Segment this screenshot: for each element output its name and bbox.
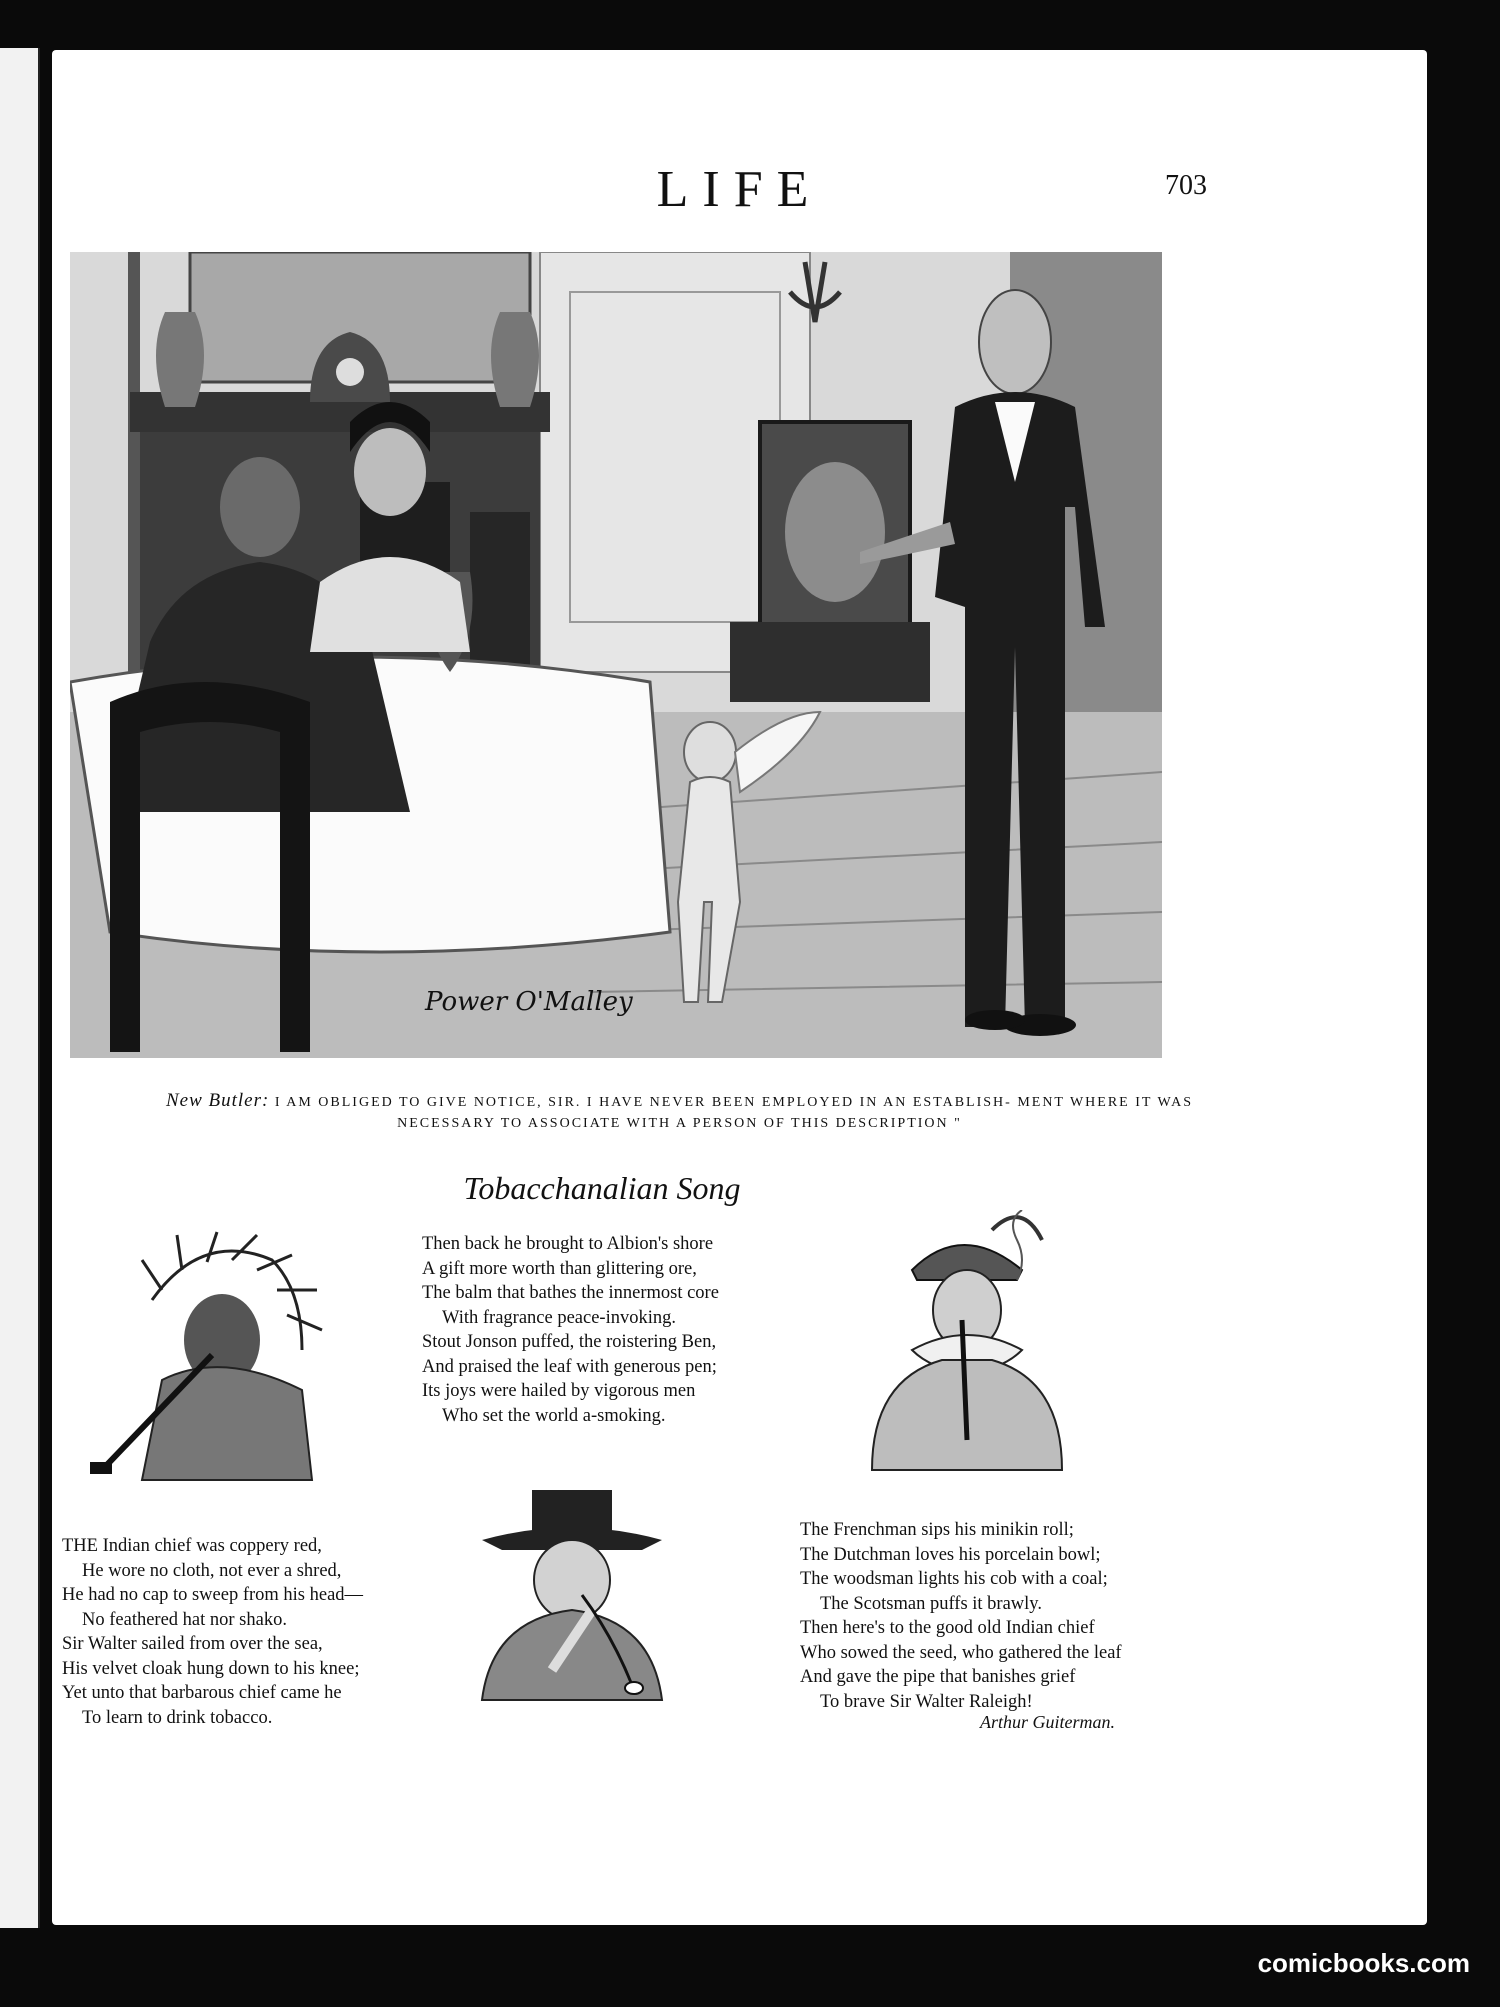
poem-line: With fragrance peace-invoking. [442,1307,676,1328]
poem-line: Yet unto that barbarous chief came he [62,1683,342,1703]
poem-line: The Dutchman loves his porcelain bowl; [800,1544,1101,1565]
poem-title: Tobacchanalian Song [463,1170,741,1206]
poem-line: The woodsman lights his cob with a coal; [800,1569,1108,1589]
masthead: LIFE [656,161,823,218]
cartoon-illustration [70,252,1162,1058]
poem-line: The balm that bathes the innermost core [422,1283,719,1303]
poem-line: Then back he brought to Albion's shore [422,1234,714,1254]
poem-line: Sir Walter sailed from over the sea, [62,1634,323,1654]
dutchman-sketch [472,1470,672,1715]
caption-speaker: New Butler: [165,1090,270,1111]
watermark: comicbooks.com [1257,1948,1470,1978]
poem-line: He had no cap to sweep from his head— [62,1585,364,1605]
poem-author: Arthur Guiterman. [980,1712,1115,1732]
artist-signature: Power O'Malley [425,987,633,1017]
cartoon-caption [162,1090,1197,1134]
poem-line: The Scotsman puffs it brawly. [820,1593,1042,1614]
walter-raleigh-sketch [842,1210,1092,1485]
poem-line: And gave the pipe that banishes grief [800,1667,1076,1687]
poem-line: Its joys were hailed by vigorous men [422,1381,696,1401]
poem-line: Stout Jonson puffed, the roistering Ben, [422,1332,717,1352]
poem-line: Who sowed the seed, who gathered the leaf [800,1642,1122,1663]
poem-line: Then here's to the good old Indian chief [800,1618,1095,1638]
poem-stanza-left [62,1534,363,1730]
poem-line: And praised the leaf with generous pen; [422,1356,717,1377]
caption-text: I AM OBLIGED TO GIVE NOTICE, SIR. I HAVE NEVER BEEN EMPLOYED IN AN ESTABLISH- MENT WHERE IT WAS NECESSARY TO ASSOCIATE WITH A PERSON OF THIS DESCRIPTION " [274,1095,1194,1131]
poem-line: Who set the world a-smoking. [442,1405,666,1426]
poem-line: No feathered hat nor shako. [82,1609,287,1630]
poem-stanza-top [422,1232,719,1428]
indian-chief-sketch [82,1230,332,1495]
poem-line: To brave Sir Walter Raleigh! [820,1691,1033,1712]
poem-stanza-right [800,1518,1122,1714]
poem-line: A gift more worth than glittering ore, [422,1258,697,1279]
poem-line: He wore no cloth, not ever a shred, [82,1560,342,1581]
previous-page-edge [0,48,40,1928]
poem-line: His velvet cloak hung down to his knee; [62,1658,360,1679]
poem-line: The Frenchman sips his minikin roll; [800,1520,1074,1540]
poem-line: To learn to drink tobacco. [82,1707,273,1728]
magazine-page [52,50,1427,1925]
poem-line: THE Indian chief was coppery red, [62,1536,322,1556]
page-number: 703 [1165,170,1207,201]
